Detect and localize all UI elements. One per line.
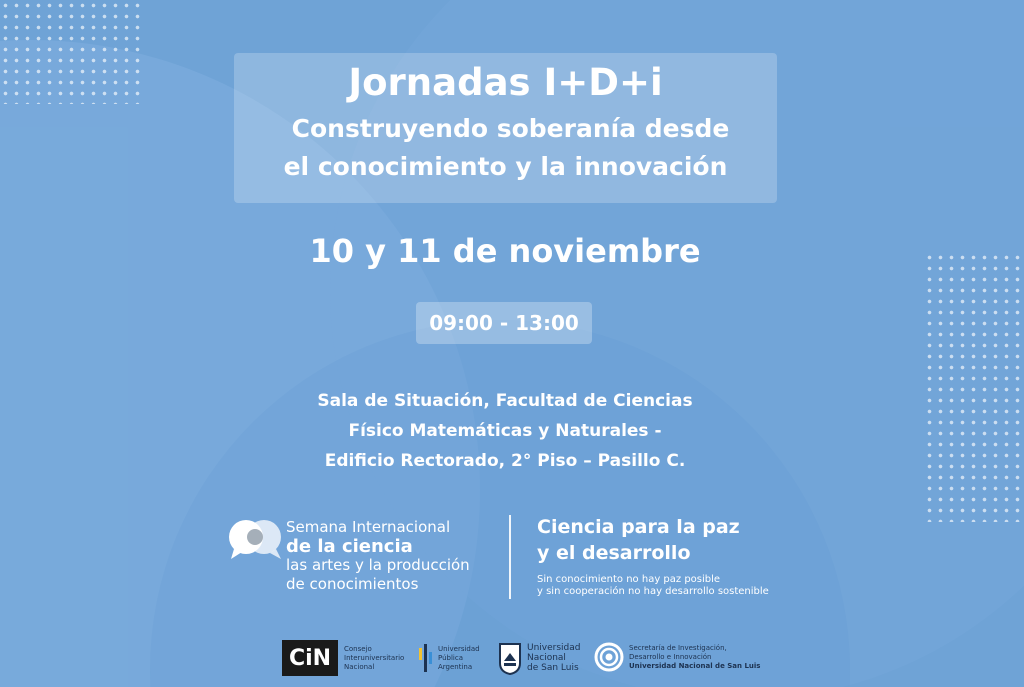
tagline <box>537 514 769 598</box>
secretaria-text-line: Desarrollo e Innovación <box>629 652 712 661</box>
semana-text <box>286 518 470 594</box>
secretaria-logo <box>594 642 760 672</box>
semana-line2: de la ciencia <box>286 536 413 557</box>
dot-pattern-top-left <box>0 0 142 104</box>
unsl-text-line: de San Luis <box>527 663 579 673</box>
secretaria-text <box>629 644 760 671</box>
semana-line1: Semana Internacional <box>286 518 451 536</box>
vertical-divider <box>509 515 511 599</box>
cin-text-line: Nacional <box>344 662 375 671</box>
upa-mark-icon <box>418 642 434 674</box>
event-subtitle-line1: Construyendo soberanía desde <box>291 114 730 143</box>
cin-logo <box>282 640 404 676</box>
event-subtitle-line2: el conocimiento y la innovación <box>283 152 728 181</box>
cin-text-line: Consejo <box>344 644 372 653</box>
venue-line: Edificio Rectorado, 2° Piso – Pasillo C. <box>324 451 686 471</box>
event-date: 10 y 11 de noviembre <box>309 232 701 270</box>
cin-text <box>344 645 404 672</box>
unsl-shield-icon <box>498 641 522 675</box>
speech-bubbles-logo-icon <box>228 517 284 561</box>
upa-text-line: Argentina <box>438 662 473 671</box>
upa-logo <box>418 642 480 674</box>
unsl-text-line: Nacional <box>527 653 566 663</box>
unsl-text <box>527 643 581 673</box>
secretaria-circles-icon <box>594 642 624 672</box>
event-title: Jornadas I+D+i <box>348 61 663 104</box>
event-venue <box>0 386 1010 476</box>
tagline-line3: Sin conocimiento no hay paz posible <box>537 574 721 585</box>
venue-line: Físico Matemáticas y Naturales - <box>348 421 662 441</box>
upa-text <box>438 645 480 672</box>
tagline-line4: y sin cooperación no hay desarrollo sostenible <box>537 586 769 597</box>
semana-line4: de conocimientos <box>286 575 419 593</box>
tagline-line2: y el desarrollo <box>537 542 691 564</box>
cin-mark: CiN <box>282 640 338 676</box>
unsl-logo <box>498 641 581 675</box>
event-time: 09:00 - 13:00 <box>429 311 579 335</box>
semana-line3: las artes y la producción <box>286 556 470 574</box>
upa-text-line: Pública <box>438 653 464 662</box>
upa-text-line: Universidad <box>438 644 480 653</box>
secretaria-text-line: Universidad Nacional de San Luis <box>629 661 761 670</box>
tagline-line1: Ciencia para la paz <box>537 516 740 538</box>
sponsor-logos <box>0 640 1024 680</box>
venue-line: Sala de Situación, Facultad de Ciencias <box>317 391 693 411</box>
cin-text-line: Interuniversitario <box>344 653 405 662</box>
unsl-text-line: Universidad <box>527 643 581 653</box>
secretaria-text-line: Secretaría de Investigación, <box>629 643 727 652</box>
